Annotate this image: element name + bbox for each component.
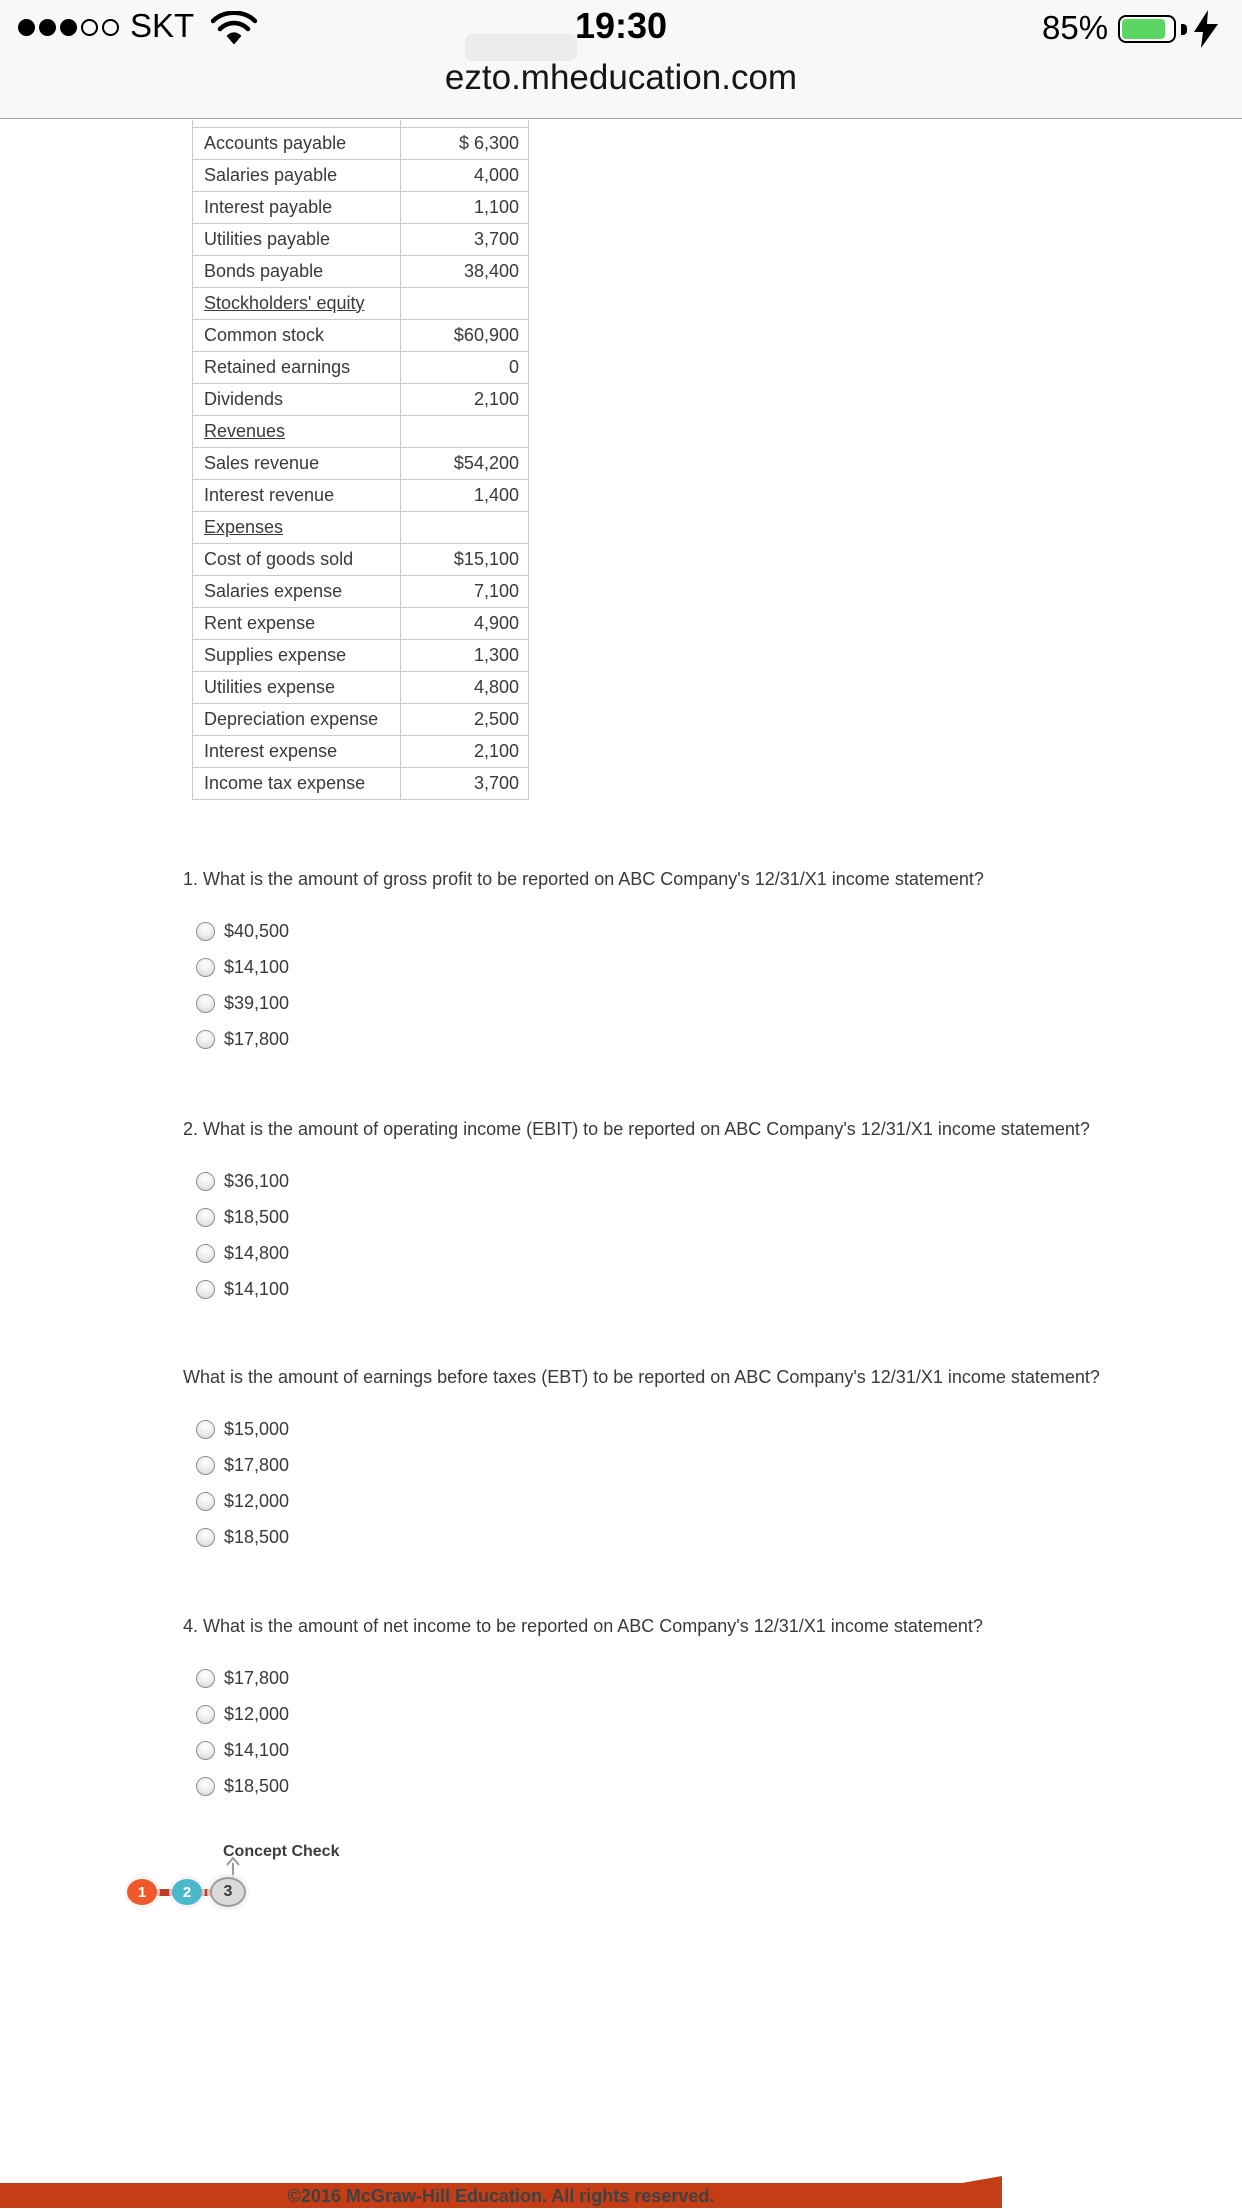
account-value: $60,900 — [401, 319, 529, 351]
option-label: $18,500 — [224, 1775, 290, 1796]
answer-option[interactable] — [183, 1483, 1163, 1519]
answer-option[interactable] — [183, 1696, 1163, 1732]
battery-fill — [1122, 19, 1165, 39]
question-block-2 — [183, 1119, 1163, 1307]
account-value — [401, 415, 529, 447]
account-label: Utilities payable — [193, 223, 401, 255]
question-block-3 — [183, 1367, 1163, 1555]
account-label: Utilities expense — [193, 671, 401, 703]
step-circle-2[interactable]: 2 — [172, 1879, 202, 1905]
account-label: Depreciation expense — [193, 703, 401, 735]
radio-button[interactable] — [196, 1777, 215, 1796]
radio-button[interactable] — [196, 1244, 215, 1263]
account-value: 0 — [401, 351, 529, 383]
account-label: Interest expense — [193, 735, 401, 767]
account-label: Cost of goods sold — [193, 543, 401, 575]
option-label: $17,800 — [224, 1028, 290, 1049]
account-value: $ 6,300 — [401, 127, 529, 159]
table-row — [193, 607, 529, 639]
carrier-label: SKT — [130, 7, 195, 44]
table-row — [193, 575, 529, 607]
account-label: Dividends — [193, 383, 401, 415]
option-label: $39,100 — [224, 992, 290, 1013]
option-label: $14,800 — [224, 1242, 290, 1263]
table-row — [193, 447, 529, 479]
table-row — [193, 543, 529, 575]
question-text: What is the amount of earnings before taxes (EBT) to be reported on ABC Company's 12/31/X1 income statement? — [183, 1367, 1100, 1387]
clock-label: 19:30 — [574, 5, 668, 46]
account-value — [401, 287, 529, 319]
question-text: 2. What is the amount of operating income (EBIT) to be reported on ABC Company's 12/31/X1 income statement? — [183, 1119, 1090, 1139]
account-value: 1,300 — [401, 639, 529, 671]
table-row-partial — [193, 120, 529, 127]
option-label: $17,800 — [224, 1667, 290, 1688]
option-label: $14,100 — [224, 956, 290, 977]
radio-button[interactable] — [196, 994, 215, 1013]
table-row — [193, 479, 529, 511]
account-label: Expenses — [193, 511, 401, 543]
account-value: 1,100 — [401, 191, 529, 223]
answer-option[interactable] — [183, 1447, 1163, 1483]
options-list — [183, 1163, 1163, 1307]
table-row — [193, 383, 529, 415]
battery-icon — [1118, 15, 1176, 43]
account-value: 2,100 — [401, 735, 529, 767]
account-value: 2,100 — [401, 383, 529, 415]
answer-option[interactable] — [183, 1199, 1163, 1235]
table-row — [193, 671, 529, 703]
account-table — [192, 120, 529, 800]
account-label: Stockholders' equity — [193, 287, 401, 319]
option-label: $17,800 — [224, 1454, 290, 1475]
account-value: 4,900 — [401, 607, 529, 639]
table-row — [193, 287, 529, 319]
option-label: $18,500 — [224, 1526, 290, 1547]
account-label: Supplies expense — [193, 639, 401, 671]
answer-option[interactable] — [183, 1519, 1163, 1555]
account-label: Interest revenue — [193, 479, 401, 511]
radio-button[interactable] — [196, 958, 215, 977]
answer-option[interactable] — [183, 913, 1163, 949]
question-block-1 — [183, 869, 1163, 1057]
account-label: Bonds payable — [193, 255, 401, 287]
account-value: 2,500 — [401, 703, 529, 735]
option-label: $14,100 — [224, 1739, 290, 1760]
question-text: 4. What is the amount of net income to be reported on ABC Company's 12/31/X1 income statement? — [183, 1616, 983, 1636]
table-row — [193, 319, 529, 351]
account-value: 1,400 — [401, 479, 529, 511]
table-row — [193, 127, 529, 159]
answer-option[interactable] — [183, 1163, 1163, 1199]
account-value: 4,000 — [401, 159, 529, 191]
option-label: $18,500 — [224, 1206, 290, 1227]
question-text: 1. What is the amount of gross profit to be reported on ABC Company's 12/31/X1 income statement? — [183, 869, 984, 889]
table-row — [193, 415, 529, 447]
table-row — [193, 223, 529, 255]
options-list — [183, 1411, 1163, 1555]
table-row — [193, 511, 529, 543]
account-value: 7,100 — [401, 575, 529, 607]
option-label: $15,000 — [224, 1418, 290, 1439]
account-value: $54,200 — [401, 447, 529, 479]
table-row — [193, 255, 529, 287]
step-circle-1[interactable]: 1 — [127, 1879, 157, 1905]
answer-option[interactable] — [183, 1732, 1163, 1768]
account-label: Revenues — [193, 415, 401, 447]
answer-option[interactable] — [183, 1768, 1163, 1804]
options-list — [183, 913, 1163, 1057]
table-row — [193, 767, 529, 799]
table-row — [193, 735, 529, 767]
footer-curl — [962, 2176, 1002, 2183]
account-value: 38,400 — [401, 255, 529, 287]
radio-button[interactable] — [196, 1528, 215, 1547]
radio-button[interactable] — [196, 1741, 215, 1760]
account-table-body — [193, 120, 529, 799]
concept-check-label: Concept Check — [223, 1843, 340, 1860]
account-label: Rent expense — [193, 607, 401, 639]
table-row — [193, 159, 529, 191]
account-label: Common stock — [193, 319, 401, 351]
account-label: Salaries payable — [193, 159, 401, 191]
account-label: Interest payable — [193, 191, 401, 223]
account-value: 3,700 — [401, 223, 529, 255]
account-value: $15,100 — [401, 543, 529, 575]
footer-bar — [0, 2183, 1002, 2208]
account-value: 4,800 — [401, 671, 529, 703]
radio-button[interactable] — [196, 1456, 215, 1475]
radio-button[interactable] — [196, 922, 215, 941]
account-label: Salaries expense — [193, 575, 401, 607]
answer-option[interactable] — [183, 1271, 1163, 1307]
question-block-4 — [183, 1616, 1163, 1804]
url-label[interactable]: ezto.mheducation.com — [444, 58, 798, 97]
option-label: $12,000 — [224, 1490, 290, 1511]
radio-button[interactable] — [196, 1669, 215, 1688]
radio-button[interactable] — [196, 1030, 215, 1049]
table-row — [193, 639, 529, 671]
radio-button[interactable] — [196, 1705, 215, 1724]
option-label: $12,000 — [224, 1703, 290, 1724]
account-label: Accounts payable — [193, 127, 401, 159]
table-row — [193, 191, 529, 223]
step-circle-3[interactable]: 3 — [210, 1877, 246, 1907]
radio-button[interactable] — [196, 1172, 215, 1191]
charging-bolt-icon — [1194, 10, 1218, 53]
radio-button[interactable] — [196, 1492, 215, 1511]
answer-option[interactable] — [183, 1021, 1163, 1057]
table-row — [193, 351, 529, 383]
table-row — [193, 703, 529, 735]
answer-option[interactable] — [183, 1660, 1163, 1696]
account-label: Retained earnings — [193, 351, 401, 383]
answer-option[interactable] — [183, 985, 1163, 1021]
battery-percent-label: 85% — [1042, 9, 1109, 46]
account-label: Sales revenue — [193, 447, 401, 479]
radio-button[interactable] — [196, 1208, 215, 1227]
account-value — [401, 511, 529, 543]
answer-option[interactable] — [183, 1411, 1163, 1447]
account-label: Income tax expense — [193, 767, 401, 799]
browser-header — [0, 0, 1242, 119]
radio-button[interactable] — [196, 1280, 215, 1299]
options-list — [183, 1660, 1163, 1804]
radio-button[interactable] — [196, 1420, 215, 1439]
option-label: $36,100 — [224, 1170, 290, 1191]
answer-option[interactable] — [183, 1235, 1163, 1271]
battery-nub — [1181, 24, 1187, 35]
account-value: 3,700 — [401, 767, 529, 799]
footer-text: ©2016 McGraw-Hill Education. All rights reserved. — [287, 2186, 715, 2206]
option-label: $14,100 — [224, 1278, 290, 1299]
option-label: $40,500 — [224, 920, 290, 941]
answer-option[interactable] — [183, 949, 1163, 985]
